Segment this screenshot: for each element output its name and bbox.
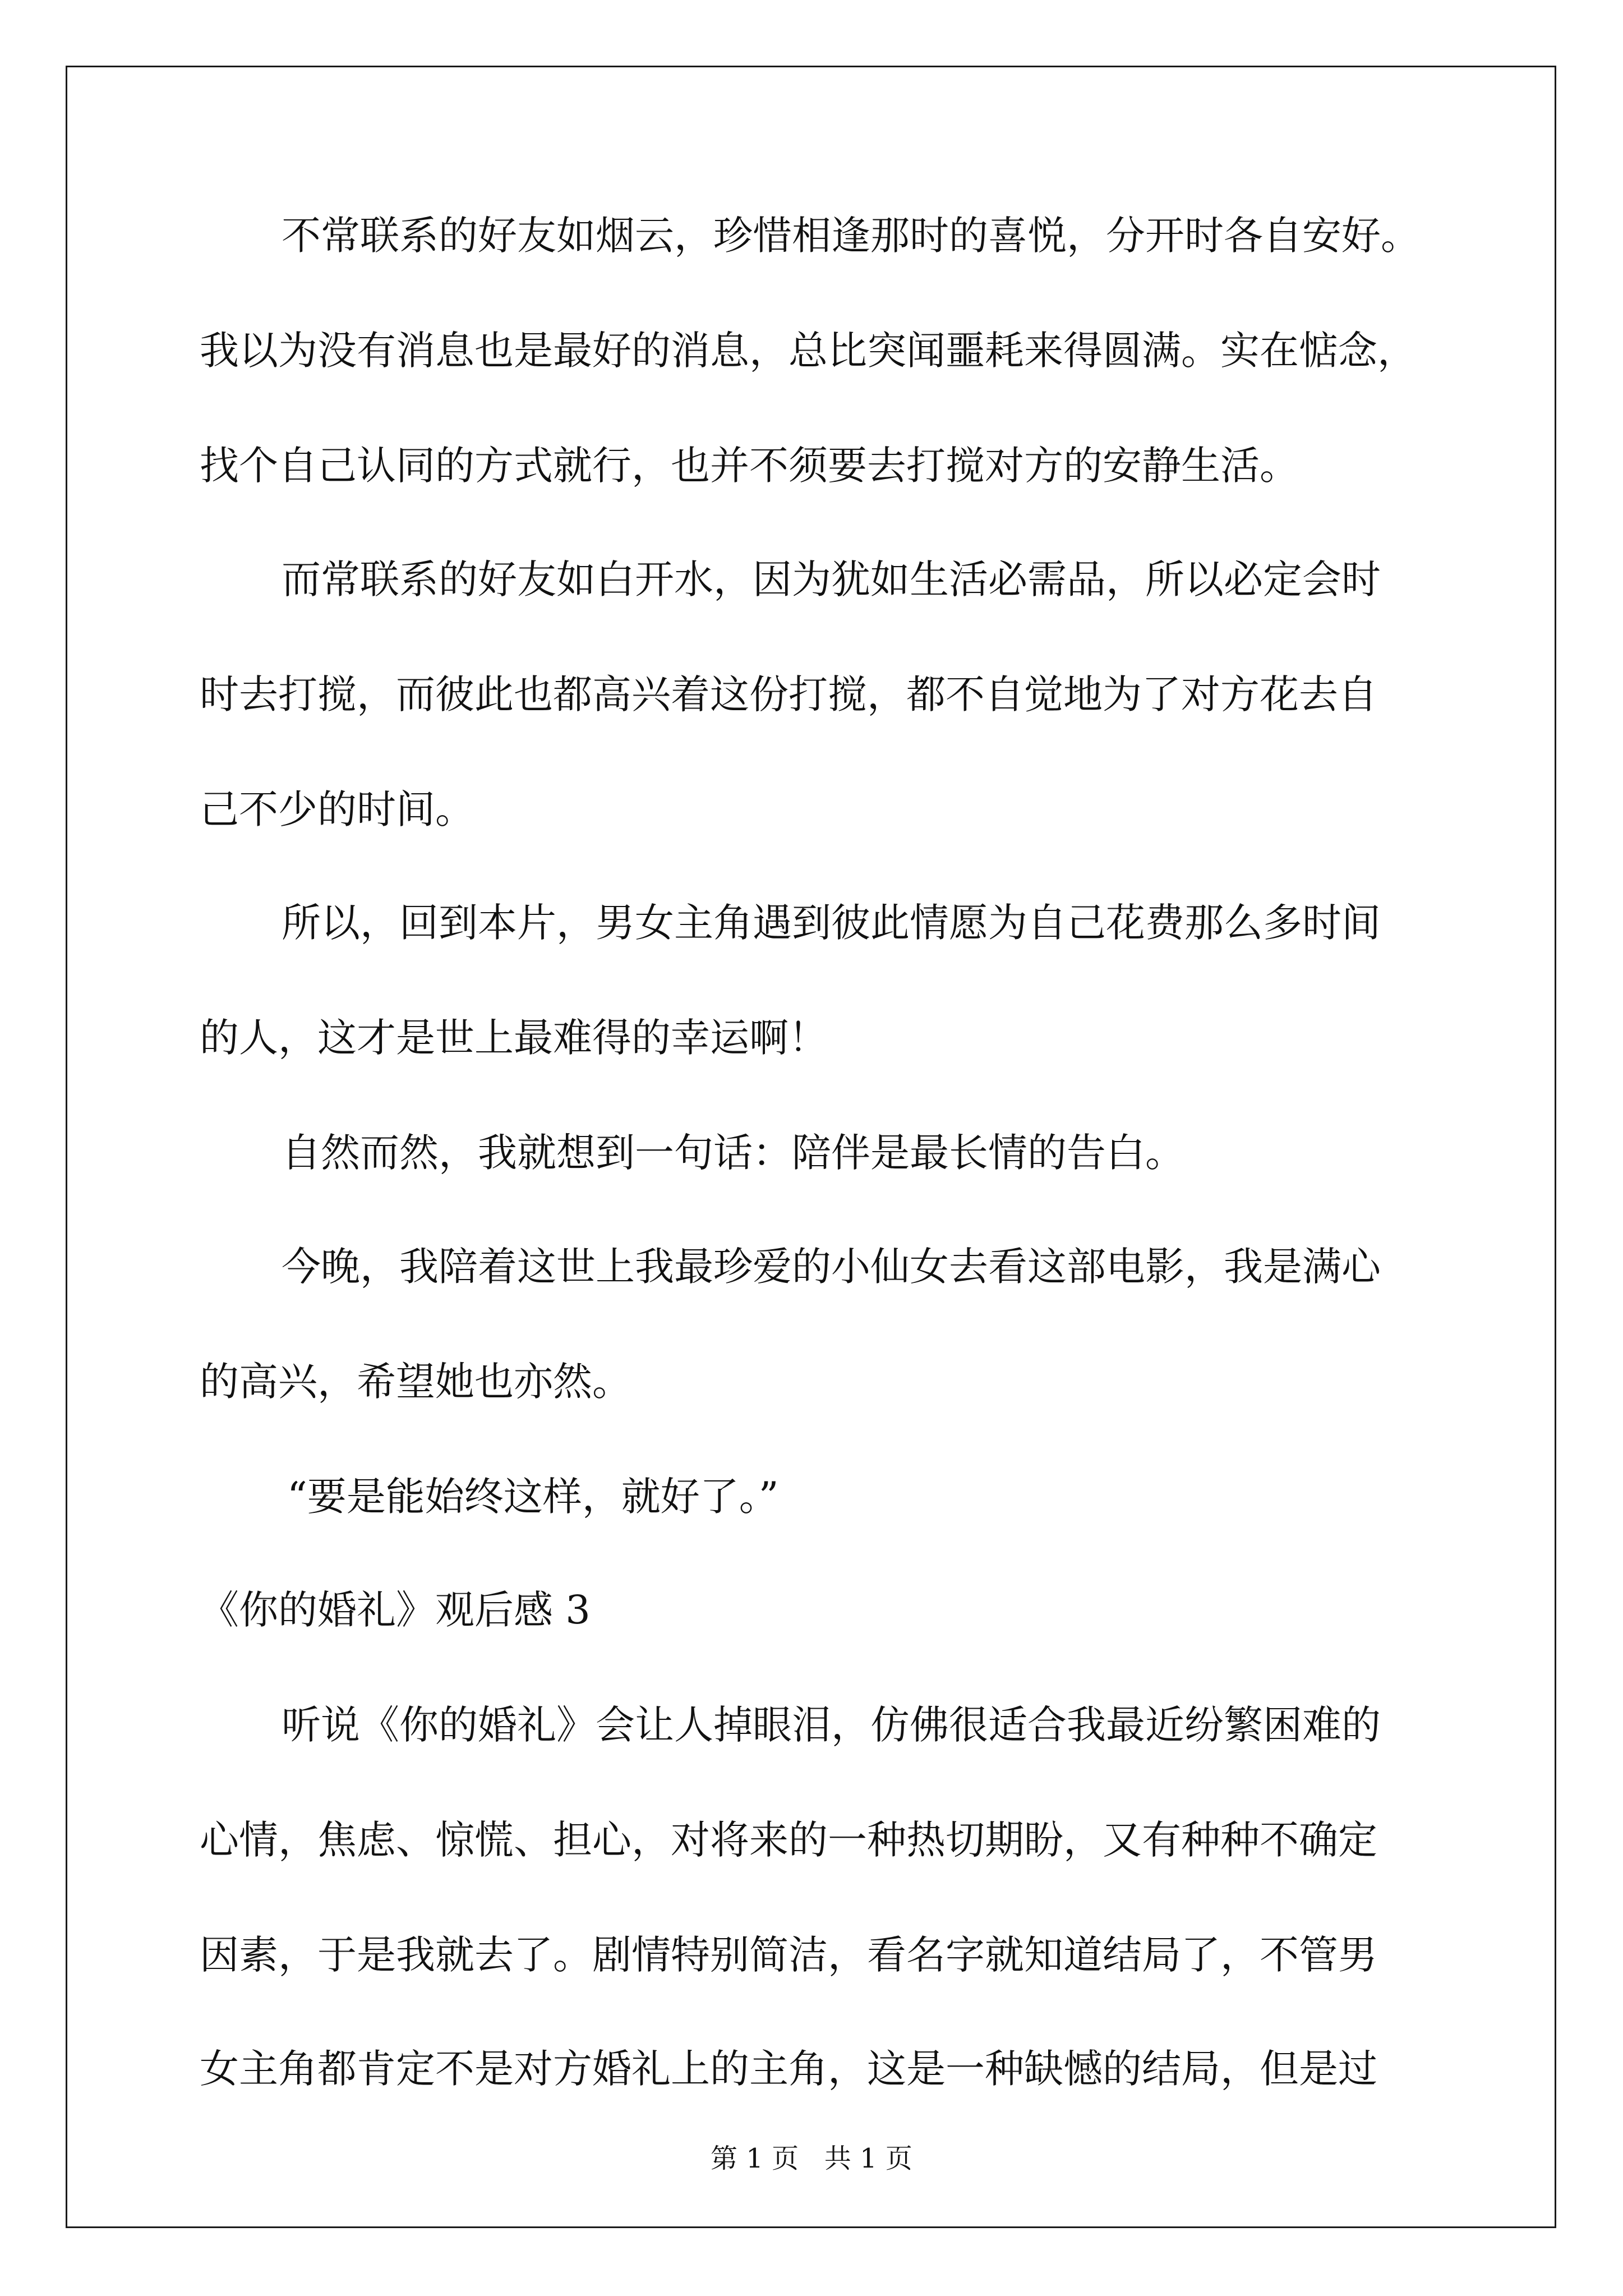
text-line: 所以，回到本片，男女主角遇到彼此情愿为自己花费那么多时间: [282, 900, 1381, 946]
page-footer: 第 1 页 共 1 页: [711, 2143, 912, 2174]
text-line: 自然而然，我就想到一句话：陪伴是最长情的告白。: [282, 1130, 1184, 1176]
text-line: 心情，焦虑、惊慌、担心，对将来的一种热切期盼，又有种种不确定: [200, 1817, 1377, 1863]
text-line: 我以为没有消息也是最好的消息，总比突闻噩耗来得圆满。实在惦念，: [200, 328, 1417, 374]
text-line: 女主角都肯定不是对方婚礼上的主角，这是一种缺憾的结局，但是过: [200, 2046, 1377, 2092]
section-heading: 《你的婚礼》观后感 3: [200, 1587, 591, 1633]
text-line: 的高兴，希望她也亦然。: [200, 1359, 631, 1405]
text-line: 不常联系的好友如烟云，珍惜相逢那时的喜悦，分开时各自安好。: [282, 213, 1420, 259]
text-line: 己不少的时间。: [200, 786, 474, 832]
text-line: 因素，于是我就去了。剧情特别简洁，看名字就知道结局了，不管男: [200, 1932, 1377, 1978]
text-line: 时去打搅，而彼此也都高兴着这份打搅，都不自觉地为了对方花去自: [200, 671, 1377, 717]
text-line: 找个自己认同的方式就行，也并不须要去打搅对方的安静生活。: [200, 443, 1299, 489]
text-line: 的人，这才是世上最难得的幸运啊！: [200, 1015, 828, 1061]
text-line: 今晚，我陪着这世上我最珍爱的小仙女去看这部电影，我是满心: [282, 1244, 1381, 1290]
text-line: 听说《你的婚礼》会让人掉眼泪，仿佛很适合我最近纷繁困难的: [282, 1702, 1381, 1748]
quote-line: “要是能始终这样，就好了。”: [287, 1474, 779, 1520]
text-line: 而常联系的好友如白开水，因为犹如生活必需品，所以必定会时: [282, 556, 1381, 602]
